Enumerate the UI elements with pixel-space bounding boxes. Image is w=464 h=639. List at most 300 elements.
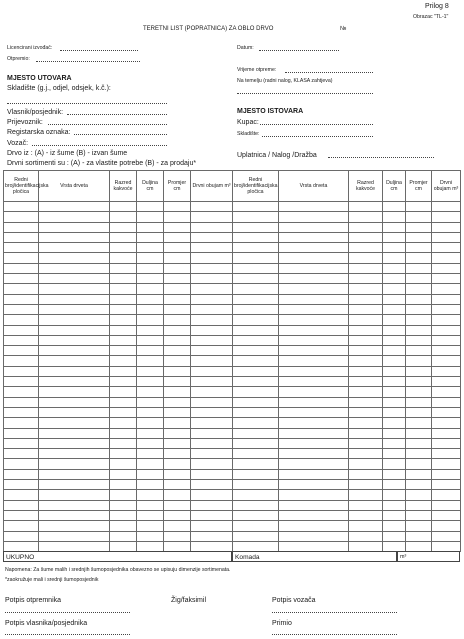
table-cell[interactable] bbox=[164, 263, 191, 273]
table-cell[interactable] bbox=[39, 263, 110, 273]
table-cell[interactable] bbox=[164, 377, 191, 387]
table-cell[interactable] bbox=[279, 212, 349, 222]
table-cell[interactable] bbox=[233, 397, 279, 407]
table-cell[interactable] bbox=[233, 294, 279, 304]
table-cell[interactable] bbox=[349, 284, 383, 294]
table-cell[interactable] bbox=[164, 212, 191, 222]
table-cell[interactable] bbox=[39, 377, 110, 387]
table-cell[interactable] bbox=[279, 428, 349, 438]
table-cell[interactable] bbox=[191, 222, 233, 232]
table-cell[interactable] bbox=[4, 253, 39, 263]
table-cell[interactable] bbox=[164, 202, 191, 212]
table-cell[interactable] bbox=[164, 459, 191, 469]
table-row[interactable] bbox=[233, 490, 461, 500]
table-cell[interactable] bbox=[4, 335, 39, 345]
table-cell[interactable] bbox=[110, 335, 137, 345]
table-row[interactable] bbox=[233, 531, 461, 541]
table-cell[interactable] bbox=[39, 510, 110, 520]
table-cell[interactable] bbox=[432, 407, 461, 417]
table-row[interactable] bbox=[4, 510, 233, 520]
table-cell[interactable] bbox=[279, 356, 349, 366]
table-cell[interactable] bbox=[279, 325, 349, 335]
table-cell[interactable] bbox=[4, 202, 39, 212]
table-cell[interactable] bbox=[191, 428, 233, 438]
table-cell[interactable] bbox=[406, 459, 432, 469]
table-cell[interactable] bbox=[110, 459, 137, 469]
table-cell[interactable] bbox=[233, 304, 279, 314]
table-cell[interactable] bbox=[164, 500, 191, 510]
table-cell[interactable] bbox=[233, 325, 279, 335]
table-cell[interactable] bbox=[110, 387, 137, 397]
table-cell[interactable] bbox=[233, 469, 279, 479]
table-cell[interactable] bbox=[279, 243, 349, 253]
table-cell[interactable] bbox=[164, 428, 191, 438]
table-cell[interactable] bbox=[349, 304, 383, 314]
table-row[interactable] bbox=[4, 274, 233, 284]
table-cell[interactable] bbox=[191, 202, 233, 212]
table-cell[interactable] bbox=[39, 253, 110, 263]
prijevoznik-field[interactable] bbox=[48, 119, 167, 125]
table-cell[interactable] bbox=[349, 202, 383, 212]
table-row[interactable] bbox=[4, 407, 233, 417]
table-cell[interactable] bbox=[110, 243, 137, 253]
table-cell[interactable] bbox=[110, 202, 137, 212]
table-cell[interactable] bbox=[349, 366, 383, 376]
table-cell[interactable] bbox=[406, 202, 432, 212]
table-cell[interactable] bbox=[233, 428, 279, 438]
sortimenti-options[interactable]: Drvni sortimenti su : (A) - za vlastite potrebe (B) - za prodaju* bbox=[7, 160, 197, 167]
table-cell[interactable] bbox=[191, 531, 233, 541]
table-row[interactable] bbox=[233, 397, 461, 407]
table-cell[interactable] bbox=[164, 335, 191, 345]
table-cell[interactable] bbox=[349, 397, 383, 407]
table-cell[interactable] bbox=[110, 274, 137, 284]
table-row[interactable] bbox=[233, 284, 461, 294]
table-cell[interactable] bbox=[432, 294, 461, 304]
table-row[interactable] bbox=[233, 428, 461, 438]
table-row[interactable] bbox=[233, 438, 461, 448]
table-cell[interactable] bbox=[110, 263, 137, 273]
table-cell[interactable] bbox=[164, 294, 191, 304]
table-cell[interactable] bbox=[137, 222, 164, 232]
table-cell[interactable] bbox=[110, 377, 137, 387]
table-cell[interactable] bbox=[233, 366, 279, 376]
kupac-field[interactable] bbox=[260, 119, 373, 125]
table-cell[interactable] bbox=[164, 304, 191, 314]
table-row[interactable] bbox=[233, 366, 461, 376]
table-cell[interactable] bbox=[406, 222, 432, 232]
table-cell[interactable] bbox=[110, 304, 137, 314]
left-table-body[interactable] bbox=[4, 202, 233, 552]
table-cell[interactable] bbox=[39, 325, 110, 335]
table-cell[interactable] bbox=[191, 490, 233, 500]
table-cell[interactable] bbox=[4, 387, 39, 397]
table-cell[interactable] bbox=[279, 202, 349, 212]
table-row[interactable] bbox=[4, 346, 233, 356]
table-cell[interactable] bbox=[279, 480, 349, 490]
table-cell[interactable] bbox=[137, 325, 164, 335]
table-cell[interactable] bbox=[137, 438, 164, 448]
table-cell[interactable] bbox=[432, 304, 461, 314]
table-cell[interactable] bbox=[432, 232, 461, 242]
table-cell[interactable] bbox=[233, 263, 279, 273]
table-cell[interactable] bbox=[432, 243, 461, 253]
table-row[interactable] bbox=[233, 263, 461, 273]
table-cell[interactable] bbox=[406, 366, 432, 376]
table-cell[interactable] bbox=[383, 480, 406, 490]
table-cell[interactable] bbox=[383, 531, 406, 541]
table-cell[interactable] bbox=[349, 510, 383, 520]
table-cell[interactable] bbox=[4, 356, 39, 366]
table-cell[interactable] bbox=[137, 387, 164, 397]
table-cell[interactable] bbox=[110, 407, 137, 417]
table-cell[interactable] bbox=[164, 418, 191, 428]
table-cell[interactable] bbox=[164, 438, 191, 448]
table-cell[interactable] bbox=[279, 222, 349, 232]
table-cell[interactable] bbox=[349, 315, 383, 325]
table-cell[interactable] bbox=[137, 510, 164, 520]
table-cell[interactable] bbox=[4, 490, 39, 500]
table-cell[interactable] bbox=[383, 232, 406, 242]
table-cell[interactable] bbox=[406, 490, 432, 500]
table-cell[interactable] bbox=[164, 222, 191, 232]
table-cell[interactable] bbox=[191, 212, 233, 222]
table-cell[interactable] bbox=[191, 469, 233, 479]
table-cell[interactable] bbox=[432, 284, 461, 294]
table-row[interactable] bbox=[4, 263, 233, 273]
potpis-otpremnika-line[interactable] bbox=[5, 612, 130, 613]
table-cell[interactable] bbox=[164, 325, 191, 335]
table-cell[interactable] bbox=[137, 212, 164, 222]
table-cell[interactable] bbox=[233, 531, 279, 541]
primio-line[interactable] bbox=[272, 634, 397, 635]
table-cell[interactable] bbox=[4, 325, 39, 335]
table-cell[interactable] bbox=[39, 356, 110, 366]
table-cell[interactable] bbox=[432, 428, 461, 438]
table-cell[interactable] bbox=[233, 356, 279, 366]
table-row[interactable] bbox=[4, 449, 233, 459]
table-cell[interactable] bbox=[349, 521, 383, 531]
potpis-vlasnika-line[interactable] bbox=[5, 634, 130, 635]
table-cell[interactable] bbox=[406, 397, 432, 407]
table-row[interactable] bbox=[233, 304, 461, 314]
table-row[interactable] bbox=[233, 500, 461, 510]
table-cell[interactable] bbox=[110, 366, 137, 376]
table-cell[interactable] bbox=[383, 490, 406, 500]
table-cell[interactable] bbox=[349, 459, 383, 469]
skladiste-utovara-field[interactable] bbox=[7, 98, 167, 104]
table-cell[interactable] bbox=[279, 335, 349, 345]
table-cell[interactable] bbox=[383, 294, 406, 304]
table-row[interactable] bbox=[4, 469, 233, 479]
table-row[interactable] bbox=[4, 232, 233, 242]
table-row[interactable] bbox=[233, 407, 461, 417]
table-row[interactable] bbox=[4, 294, 233, 304]
table-cell[interactable] bbox=[191, 510, 233, 520]
table-row[interactable] bbox=[4, 335, 233, 345]
table-cell[interactable] bbox=[432, 459, 461, 469]
table-cell[interactable] bbox=[233, 418, 279, 428]
table-cell[interactable] bbox=[349, 335, 383, 345]
table-cell[interactable] bbox=[432, 346, 461, 356]
table-cell[interactable] bbox=[191, 274, 233, 284]
table-cell[interactable] bbox=[349, 294, 383, 304]
table-row[interactable] bbox=[233, 480, 461, 490]
obujam-total-field[interactable] bbox=[397, 551, 460, 562]
table-cell[interactable] bbox=[279, 232, 349, 242]
table-cell[interactable] bbox=[137, 469, 164, 479]
table-cell[interactable] bbox=[233, 387, 279, 397]
table-cell[interactable] bbox=[383, 284, 406, 294]
table-cell[interactable] bbox=[406, 243, 432, 253]
table-row[interactable] bbox=[233, 243, 461, 253]
table-cell[interactable] bbox=[279, 346, 349, 356]
table-cell[interactable] bbox=[110, 449, 137, 459]
table-cell[interactable] bbox=[383, 397, 406, 407]
table-cell[interactable] bbox=[383, 521, 406, 531]
table-cell[interactable] bbox=[233, 480, 279, 490]
table-cell[interactable] bbox=[279, 253, 349, 263]
table-cell[interactable] bbox=[164, 356, 191, 366]
table-cell[interactable] bbox=[349, 387, 383, 397]
table-cell[interactable] bbox=[233, 315, 279, 325]
table-cell[interactable] bbox=[110, 346, 137, 356]
table-cell[interactable] bbox=[406, 335, 432, 345]
table-cell[interactable] bbox=[383, 366, 406, 376]
table-cell[interactable] bbox=[279, 284, 349, 294]
table-cell[interactable] bbox=[39, 346, 110, 356]
table-cell[interactable] bbox=[349, 377, 383, 387]
table-row[interactable] bbox=[4, 418, 233, 428]
table-cell[interactable] bbox=[279, 263, 349, 273]
table-cell[interactable] bbox=[4, 407, 39, 417]
table-cell[interactable] bbox=[349, 212, 383, 222]
table-cell[interactable] bbox=[406, 469, 432, 479]
table-row[interactable] bbox=[4, 212, 233, 222]
table-cell[interactable] bbox=[349, 243, 383, 253]
table-cell[interactable] bbox=[406, 346, 432, 356]
table-cell[interactable] bbox=[279, 304, 349, 314]
table-cell[interactable] bbox=[349, 222, 383, 232]
table-cell[interactable] bbox=[110, 222, 137, 232]
registarska-oznaka-field[interactable] bbox=[74, 129, 167, 135]
table-cell[interactable] bbox=[191, 418, 233, 428]
table-cell[interactable] bbox=[233, 202, 279, 212]
table-cell[interactable] bbox=[39, 202, 110, 212]
table-cell[interactable] bbox=[164, 274, 191, 284]
table-row[interactable] bbox=[233, 387, 461, 397]
table-cell[interactable] bbox=[406, 531, 432, 541]
table-cell[interactable] bbox=[164, 366, 191, 376]
table-cell[interactable] bbox=[383, 325, 406, 335]
table-cell[interactable] bbox=[39, 500, 110, 510]
table-cell[interactable] bbox=[432, 222, 461, 232]
table-cell[interactable] bbox=[383, 500, 406, 510]
table-cell[interactable] bbox=[279, 521, 349, 531]
table-cell[interactable] bbox=[137, 232, 164, 242]
table-cell[interactable] bbox=[39, 397, 110, 407]
table-cell[interactable] bbox=[383, 428, 406, 438]
table-cell[interactable] bbox=[406, 428, 432, 438]
table-cell[interactable] bbox=[233, 243, 279, 253]
table-cell[interactable] bbox=[432, 500, 461, 510]
table-cell[interactable] bbox=[39, 243, 110, 253]
table-cell[interactable] bbox=[383, 449, 406, 459]
table-row[interactable] bbox=[4, 325, 233, 335]
table-cell[interactable] bbox=[383, 274, 406, 284]
table-cell[interactable] bbox=[4, 480, 39, 490]
table-cell[interactable] bbox=[110, 397, 137, 407]
table-cell[interactable] bbox=[164, 232, 191, 242]
table-row[interactable] bbox=[4, 521, 233, 531]
table-cell[interactable] bbox=[39, 449, 110, 459]
table-row[interactable] bbox=[233, 253, 461, 263]
table-cell[interactable] bbox=[406, 500, 432, 510]
vozac-field[interactable] bbox=[32, 140, 167, 146]
table-cell[interactable] bbox=[137, 490, 164, 500]
table-cell[interactable] bbox=[349, 490, 383, 500]
table-cell[interactable] bbox=[432, 356, 461, 366]
table-cell[interactable] bbox=[39, 304, 110, 314]
table-cell[interactable] bbox=[233, 222, 279, 232]
table-cell[interactable] bbox=[191, 449, 233, 459]
table-cell[interactable] bbox=[110, 531, 137, 541]
table-cell[interactable] bbox=[110, 521, 137, 531]
table-cell[interactable] bbox=[39, 407, 110, 417]
table-cell[interactable] bbox=[39, 366, 110, 376]
table-cell[interactable] bbox=[233, 274, 279, 284]
potpis-vozaca-line[interactable] bbox=[272, 612, 397, 613]
table-cell[interactable] bbox=[233, 377, 279, 387]
table-row[interactable] bbox=[4, 428, 233, 438]
table-cell[interactable] bbox=[4, 377, 39, 387]
table-cell[interactable] bbox=[383, 459, 406, 469]
table-cell[interactable] bbox=[4, 438, 39, 448]
table-row[interactable] bbox=[4, 315, 233, 325]
table-cell[interactable] bbox=[279, 294, 349, 304]
table-cell[interactable] bbox=[191, 480, 233, 490]
table-cell[interactable] bbox=[164, 284, 191, 294]
table-row[interactable] bbox=[233, 315, 461, 325]
table-row[interactable] bbox=[4, 202, 233, 212]
table-cell[interactable] bbox=[383, 356, 406, 366]
table-cell[interactable] bbox=[4, 531, 39, 541]
table-cell[interactable] bbox=[233, 449, 279, 459]
table-cell[interactable] bbox=[432, 377, 461, 387]
table-cell[interactable] bbox=[4, 500, 39, 510]
table-cell[interactable] bbox=[383, 315, 406, 325]
table-cell[interactable] bbox=[432, 480, 461, 490]
table-cell[interactable] bbox=[137, 356, 164, 366]
table-cell[interactable] bbox=[191, 294, 233, 304]
table-cell[interactable] bbox=[233, 438, 279, 448]
table-cell[interactable] bbox=[39, 284, 110, 294]
table-cell[interactable] bbox=[39, 459, 110, 469]
table-cell[interactable] bbox=[4, 212, 39, 222]
table-cell[interactable] bbox=[164, 387, 191, 397]
table-cell[interactable] bbox=[4, 510, 39, 520]
table-cell[interactable] bbox=[432, 490, 461, 500]
table-cell[interactable] bbox=[110, 232, 137, 242]
table-cell[interactable] bbox=[110, 212, 137, 222]
table-row[interactable] bbox=[233, 459, 461, 469]
table-cell[interactable] bbox=[432, 438, 461, 448]
table-cell[interactable] bbox=[383, 438, 406, 448]
vlasnik-field[interactable] bbox=[67, 109, 167, 115]
table-cell[interactable] bbox=[383, 407, 406, 417]
table-cell[interactable] bbox=[110, 428, 137, 438]
table-cell[interactable] bbox=[406, 315, 432, 325]
table-cell[interactable] bbox=[137, 202, 164, 212]
table-row[interactable] bbox=[4, 438, 233, 448]
table-cell[interactable] bbox=[137, 418, 164, 428]
table-cell[interactable] bbox=[432, 510, 461, 520]
table-cell[interactable] bbox=[233, 212, 279, 222]
table-cell[interactable] bbox=[383, 510, 406, 520]
table-cell[interactable] bbox=[191, 387, 233, 397]
table-cell[interactable] bbox=[383, 377, 406, 387]
table-cell[interactable] bbox=[39, 232, 110, 242]
table-cell[interactable] bbox=[191, 232, 233, 242]
skladiste-istovara-field[interactable] bbox=[262, 131, 373, 137]
table-cell[interactable] bbox=[406, 449, 432, 459]
table-cell[interactable] bbox=[4, 294, 39, 304]
table-cell[interactable] bbox=[432, 325, 461, 335]
table-cell[interactable] bbox=[233, 346, 279, 356]
table-cell[interactable] bbox=[110, 418, 137, 428]
table-row[interactable] bbox=[4, 243, 233, 253]
table-cell[interactable] bbox=[279, 490, 349, 500]
table-cell[interactable] bbox=[349, 325, 383, 335]
table-cell[interactable] bbox=[432, 521, 461, 531]
table-cell[interactable] bbox=[233, 459, 279, 469]
table-row[interactable] bbox=[4, 397, 233, 407]
table-cell[interactable] bbox=[137, 428, 164, 438]
table-row[interactable] bbox=[4, 356, 233, 366]
table-cell[interactable] bbox=[191, 397, 233, 407]
table-cell[interactable] bbox=[279, 418, 349, 428]
table-cell[interactable] bbox=[383, 202, 406, 212]
table-cell[interactable] bbox=[4, 449, 39, 459]
drvo-iz-options[interactable]: Drvo iz : (A) - iz šume (B) - izvan šume bbox=[7, 150, 128, 157]
table-cell[interactable] bbox=[383, 212, 406, 222]
table-row[interactable] bbox=[233, 232, 461, 242]
table-cell[interactable] bbox=[137, 274, 164, 284]
licencirani-izvodac-field[interactable] bbox=[60, 45, 138, 51]
table-cell[interactable] bbox=[39, 212, 110, 222]
table-cell[interactable] bbox=[39, 418, 110, 428]
table-cell[interactable] bbox=[164, 346, 191, 356]
table-cell[interactable] bbox=[4, 521, 39, 531]
table-cell[interactable] bbox=[39, 428, 110, 438]
table-cell[interactable] bbox=[110, 356, 137, 366]
table-cell[interactable] bbox=[4, 284, 39, 294]
table-cell[interactable] bbox=[406, 294, 432, 304]
table-cell[interactable] bbox=[137, 243, 164, 253]
table-cell[interactable] bbox=[4, 243, 39, 253]
table-cell[interactable] bbox=[349, 253, 383, 263]
table-cell[interactable] bbox=[432, 202, 461, 212]
table-cell[interactable] bbox=[4, 315, 39, 325]
table-row[interactable] bbox=[4, 387, 233, 397]
table-cell[interactable] bbox=[110, 325, 137, 335]
table-cell[interactable] bbox=[110, 500, 137, 510]
table-cell[interactable] bbox=[137, 521, 164, 531]
table-cell[interactable] bbox=[406, 377, 432, 387]
table-cell[interactable] bbox=[164, 531, 191, 541]
table-cell[interactable] bbox=[349, 346, 383, 356]
table-cell[interactable] bbox=[406, 253, 432, 263]
